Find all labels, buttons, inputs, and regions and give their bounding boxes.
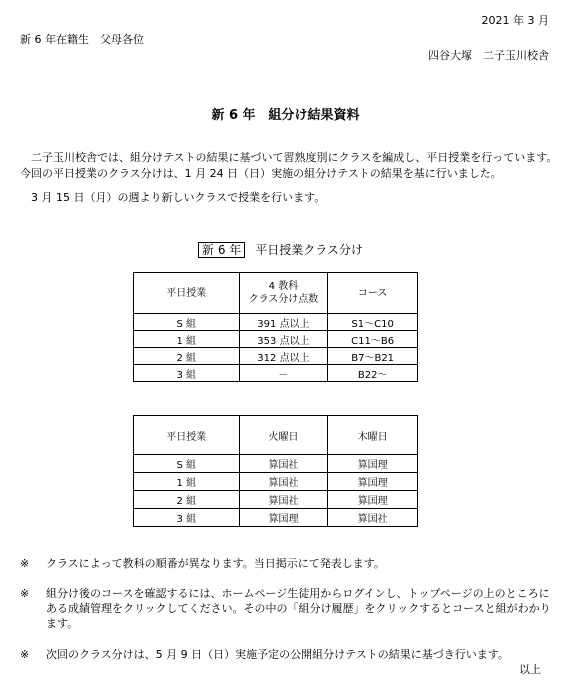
subtitle-text: 平日授業クラス分け [255,243,363,257]
cell-thursday: 算国理 [328,455,418,473]
table-header-row [134,416,418,455]
table-row [134,473,418,491]
schedule-paragraph: 3 月 15 日（月）の週より新しいクラスで授業を行います。 [20,191,326,204]
cell-tuesday: 算国社 [239,473,328,491]
addressee: 新 6 年在籍生 父母各位 [20,33,144,46]
note-mark: ※ [20,648,30,661]
table-row [134,348,418,365]
closing-mark: 以上 [519,663,541,676]
table-row [134,455,418,473]
document-date: 2021 年 3 月 [481,14,549,27]
header-tuesday: 火曜日 [239,416,328,455]
cell-course: S1～C10 [328,314,418,331]
cell-class: 3 組 [134,365,240,382]
cell-score: 312 点以上 [239,348,328,365]
intro-paragraph: 二子玉川校舎では、組分けテストの結果に基づいて習熟度別にクラスを編成し、平日授業を行っています。今回の平日授業のクラス分けは、1 月 24 日（日）実施の組分けテストの結果を基に行いました。 [20,151,558,180]
note-item [20,586,560,631]
cell-score: － [239,365,328,382]
note-mark: ※ [20,587,30,600]
table-row [134,331,418,348]
note-text: クラスによって教科の順番が異なります。当日掲示にて発表します。 [46,557,385,570]
header-course: コース [328,273,418,314]
cell-score: 353 点以上 [239,331,328,348]
table-header-row [134,273,418,314]
cell-class: 3 組 [134,509,240,527]
note-mark: ※ [20,557,30,570]
note-text: 組分け後のコースを確認するには、ホームページ生徒用からログインし、トップページの上のところにある成績管理をクリックしてください。その中の「組分け履歴」をクリックするとコースと組がわかります。 [46,587,551,630]
cell-tuesday: 算国社 [239,455,328,473]
header-thursday: 木曜日 [328,416,418,455]
cell-class: 2 組 [134,491,240,509]
cell-class: S 組 [134,455,240,473]
cell-score: 391 点以上 [239,314,328,331]
header-class: 平日授業 [134,416,240,455]
header-class: 平日授業 [134,273,240,314]
cell-class: S 組 [134,314,240,331]
weekday-subject-table [133,415,418,527]
table-row [134,365,418,382]
section-subtitle [198,241,363,258]
cell-tuesday: 算国社 [239,491,328,509]
sender: 四谷大塚 二子玉川校舎 [428,49,549,62]
table-row [134,491,418,509]
note-item [20,647,560,662]
cell-course: B7～B21 [328,348,418,365]
grade-box: 新 6 年 [198,242,245,258]
note-item [20,556,560,571]
cell-thursday: 算国理 [328,473,418,491]
header-score: 4 教科 クラス分け点数 [239,273,328,314]
cell-course: C11～B6 [328,331,418,348]
cell-tuesday: 算国理 [239,509,328,527]
cell-class: 1 組 [134,331,240,348]
cell-thursday: 算国社 [328,509,418,527]
cell-course: B22～ [328,365,418,382]
cell-class: 1 組 [134,473,240,491]
cell-thursday: 算国理 [328,491,418,509]
table-row [134,509,418,527]
note-text: 次回のクラス分けは、5 月 9 日（日）実施予定の公開組分けテストの結果に基づき行います。 [46,648,509,661]
cell-class: 2 組 [134,348,240,365]
document-title: 新 6 年 組分け結果資料 [211,108,360,123]
class-score-table [133,272,418,382]
table-row [134,314,418,331]
